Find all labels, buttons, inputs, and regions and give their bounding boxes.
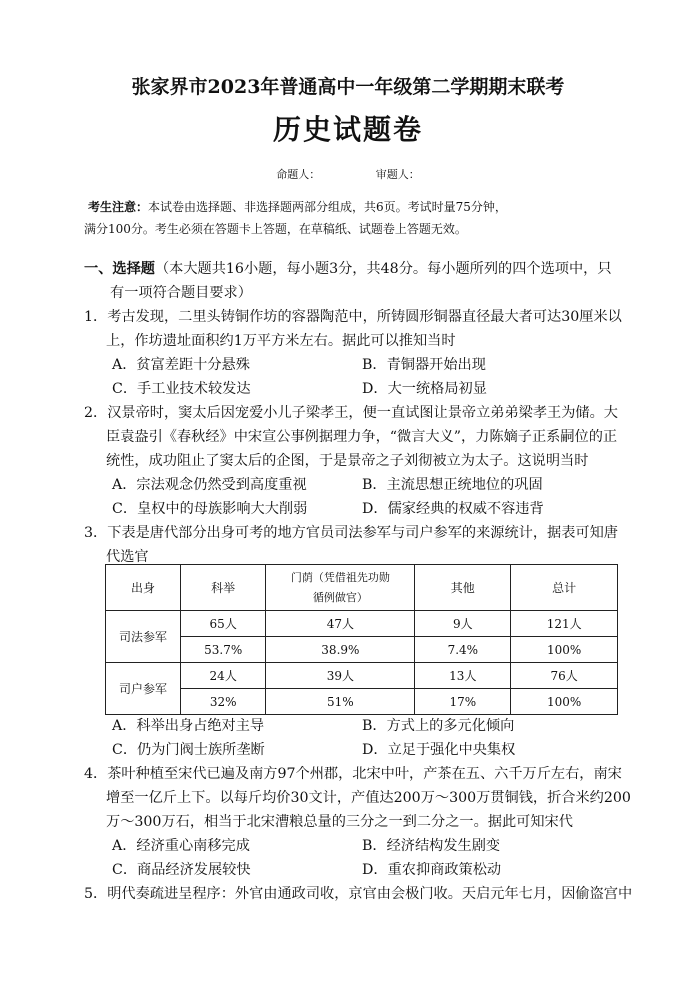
setter-line <box>0 166 696 182</box>
table-cell: 13人 <box>415 663 511 689</box>
table-row-label: 司户参军 <box>106 663 181 715</box>
table-row-label: 司法参军 <box>106 611 181 663</box>
q5-line-1: 5．明代奏疏进呈程序：外官由通政司收，京官由会极门收。天启元年七月，因偷盗宫中 <box>84 886 633 902</box>
q1-line-2: 上，作坊遗址面积约1万平方米左右。据此可以推知当时 <box>106 333 456 349</box>
q1-option-c: C．手工业技术较发达 <box>112 381 251 397</box>
exam-subtitle: 历史试题卷 <box>272 113 423 146</box>
table-header-cell: 其他 <box>415 565 511 611</box>
section-instruction-2: 有一项符合题目要求） <box>110 285 252 301</box>
exam-title: 张家界市2023年普通高中一年级第二学期期末联考 <box>131 76 565 98</box>
table-header-menyin-2: 循例做官） <box>312 590 368 604</box>
table-cell: 51% <box>266 689 415 715</box>
official-origin-table <box>105 564 618 715</box>
q4-option-d: D．重农抑商政策松动 <box>362 862 502 878</box>
q1-line-1: 1．考古发现，二里头铸铜作坊的容器陶范中，所铸圆形铜器直径最大者可达30厘米以 <box>84 309 622 325</box>
q3-line-1: 3．下表是唐代部分出身可考的地方官员司法参军与司户参军的来源统计，据表可知唐 <box>84 525 618 541</box>
table-cell: 76人 <box>511 663 618 689</box>
q1-option-b: B．青铜器开始出现 <box>362 357 486 373</box>
setter-label: 命题人： <box>276 168 321 181</box>
section-heading-line <box>84 258 612 278</box>
q3-option-c: C．仍为门阀士族所垄断 <box>112 742 265 758</box>
table-cell: 9人 <box>415 611 511 637</box>
notice-label: 考生注意： <box>88 200 149 214</box>
table-header-row <box>106 565 618 611</box>
section-heading: 一、选择题 <box>84 261 155 277</box>
q3-line-2: 代选官 <box>106 549 149 565</box>
table-cell: 24人 <box>180 663 266 689</box>
q4-option-b: B．经济结构发生剧变 <box>362 838 501 854</box>
notice-line-1: 本试卷由选择题、非选择题两部分组成，共6页。考试时量75分钟， <box>148 200 507 214</box>
table-cell: 32% <box>180 689 266 715</box>
q2-option-d: D．儒家经典的权威不容违背 <box>362 501 544 517</box>
table-header-cell: 科举 <box>180 565 266 611</box>
table-row <box>106 611 618 637</box>
table-row <box>106 637 618 663</box>
q3-option-d: D．立足于强化中央集权 <box>362 742 516 758</box>
table-cell: 7.4% <box>415 637 511 663</box>
q1-option-d: D．大一统格局初显 <box>362 381 487 397</box>
table-header-cell: 出身 <box>106 565 181 611</box>
table-cell: 17% <box>415 689 511 715</box>
table-row <box>106 689 618 715</box>
table-cell: 47人 <box>266 611 415 637</box>
q4-option-a: A．经济重心南移完成 <box>112 838 250 854</box>
table-row <box>106 663 618 689</box>
q2-line-2: 臣袁盎引《春秋经》中宋宣公事例据理力争，“微言大义”，力陈嫡子正系嗣位的正 <box>106 429 618 445</box>
table-cell: 100% <box>511 637 618 663</box>
q4-line-1: 4．茶叶种植至宋代已遍及南方97个州郡，北宋中叶，产茶在五、六千万斤左右，南宋 <box>84 766 622 782</box>
q3-option-b: B．方式上的多元化倾向 <box>362 718 515 734</box>
q2-option-a: A．宗法观念仍然受到高度重视 <box>112 477 307 493</box>
q2-option-b: B．主流思想正统地位的巩固 <box>362 477 543 493</box>
q4-line-2: 增至一亿斤上下。以每斤均价30文计，产值达200万～300万贯铜钱，折合米约200 <box>106 790 631 806</box>
table-cell: 39人 <box>266 663 415 689</box>
section-instruction-1: （本大题共16小题，每小题3分，共48分。每小题所列的四个选项中，只 <box>154 261 612 277</box>
notice-line-2: 满分100分。考生必须在答题卡上答题，在草稿纸、试题卷上答题无效。 <box>84 222 467 236</box>
q2-option-c: C．皇权中的母族影响大大削弱 <box>112 501 308 517</box>
q4-line-3: 万～300万石，相当于北宋漕粮总量的三分之一到二分之一。据此可知宋代 <box>106 814 573 830</box>
reviewer-label: 审题人： <box>375 168 420 181</box>
table-cell: 65人 <box>180 611 266 637</box>
table-cell: 100% <box>511 689 618 715</box>
q2-line-1: 2．汉景帝时，窦太后因宠爱小儿子梁孝王，便一直试图让景帝立弟弟梁孝王为储。大 <box>84 405 618 421</box>
table-cell: 121人 <box>511 611 618 637</box>
q3-option-a: A．科举出身占绝对主导 <box>112 718 265 734</box>
table-header-cell <box>266 565 415 611</box>
table-header-cell: 总计 <box>511 565 618 611</box>
table-cell: 38.9% <box>266 637 415 663</box>
exam-notice <box>84 196 686 240</box>
table-header-menyin-1: 门荫（凭借祖先功勋 <box>290 570 390 584</box>
q2-line-3: 统性，成功阻止了窦太后的企图，于是景帝之子刘彻被立为太子。这说明当时 <box>106 453 589 469</box>
q4-option-c: C．商品经济发展较快 <box>112 862 251 878</box>
q1-option-a: A．贫富差距十分悬殊 <box>112 357 250 373</box>
table-cell: 53.7% <box>180 637 266 663</box>
